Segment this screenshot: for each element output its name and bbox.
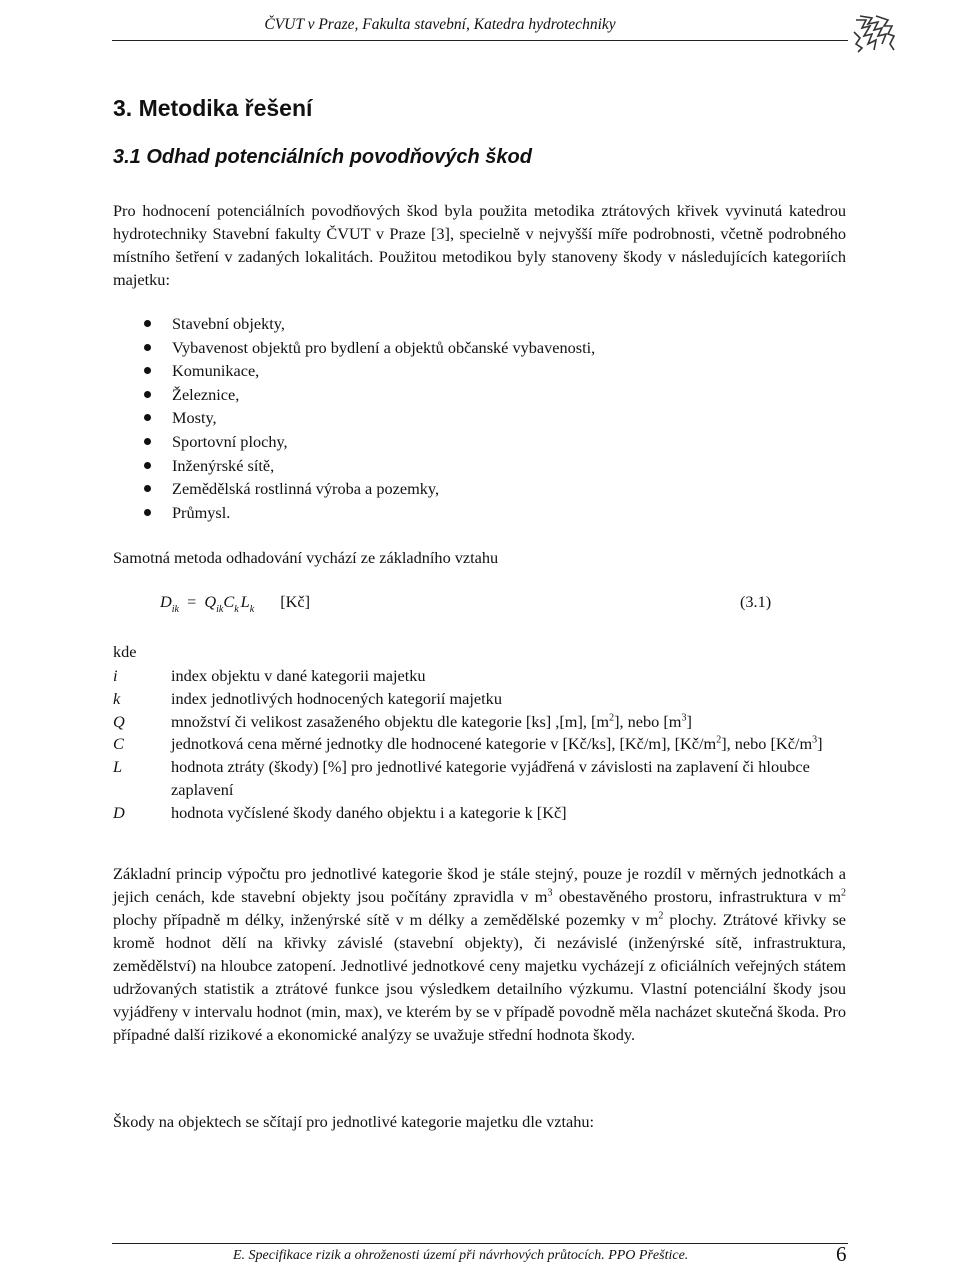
list-item: Průmysl. (144, 501, 595, 525)
list-item: Stavební objekty, (144, 312, 595, 336)
bullet-icon (144, 485, 151, 492)
principle-paragraph: Základní princip výpočtu pro jednotlivé kategorie škod je stále stejný, pouze je rozdíl v měrných jednotkách a jejich cenách, kde stavební objekty jsou počítány zpravidla v $m^3$ obestavěného prostoru, infrastruktura v $m^2$ plochy případně m délky, inženýrské sítě v m délky a zemědělské pozemky v $m^2$ plochy. Ztrátové křivky se kromě hodnot dělí na křivky závislé (stavební objekty), či nezávislé (inženýrské sítě, infrastruktura, zemědělství) na hloubce zatopení. Jednotlivé jednotkové ceny majetku vycházejí z oficiálních veřejných státem udržovaných statistik a ztrátové funkce jsou výsledkem detailního výzkumu. Vlastní potenciální škody jsou vyjádřeny v intervalu hodnot (min, max), ve kterém by se v případě povodně měla nacházet skutečná škoda. Pro případné další rizikové a ekonomické analýzy se uvažuje střední hodnota škody. (113, 864, 847, 1044)
bullet-icon (144, 391, 151, 398)
definition-row: i index objektu v dané kategorii majetku (113, 666, 426, 685)
bullet-icon (144, 462, 151, 469)
bullet-icon (144, 438, 151, 445)
running-footer: E. Specifikace rizik a ohroženosti území při návrhových průtocích. PPO Přeštice. (233, 1248, 689, 1263)
bullet-icon (144, 509, 151, 516)
formula: $D_{ik} = Q_{ik}C_k$ $L_k$ [Kč] (160, 592, 311, 615)
definition-row: C jednotková cena měrné jednotky dle hodnocené kategorie v [Kč/ks], [Kč/m], $[Kč/m^2]$, nebo $[Kč/m^3]$ (113, 734, 823, 754)
definition-row: k index jednotlivých hodnocených kategorií majetku (113, 688, 502, 708)
university-logo (852, 14, 896, 54)
category-list (144, 312, 595, 524)
list-item: Komunikace, (144, 359, 595, 383)
list-item: Sportovní plochy, (144, 430, 595, 454)
where-label: kde (113, 642, 137, 661)
intro-paragraph: Pro hodnocení potenciálních povodňových škod byla použita metodika ztrátových křivek vyvinutá katedrou hydrotechniky Stavební fakulty ČVUT v Praze [3], specielně v nejvyšší míře podrobnosti, včetně podrobného místního šetření v zadaných lokalitách. Použitou metodikou byly stanoveny škody v následujících kategoriích majetku: (113, 201, 846, 289)
formula-intro: Samotná metoda odhadování vychází ze základního vztahu (113, 548, 499, 567)
bullet-icon (144, 320, 151, 327)
definition-row: L hodnota ztráty (škody) [%] pro jednotlivé kategorie vyjádřená v závislosti na zaplavení či hloubce zaplavení (113, 757, 810, 799)
definition-list (113, 665, 853, 825)
page-number: 6 (836, 1242, 847, 1266)
bullet-icon (144, 344, 151, 351)
formula-number: (3.1) (740, 592, 772, 611)
bullet-icon (144, 367, 151, 374)
header-rule (112, 40, 848, 41)
list-item: Zemědělská rostlinná výroba a pozemky, (144, 477, 595, 501)
list-item: Železnice, (144, 383, 595, 407)
list-item: Mosty, (144, 406, 595, 430)
footer-rule (112, 1243, 848, 1244)
definition-row: Q množství či velikost zasaženého objektu dle kategorie [ks] ,[m], $[m^2]$, nebo $[m^3]$ (113, 711, 692, 731)
list-item: Vybavenost objektů pro bydlení a objektů občanské vybavenosti, (144, 336, 595, 360)
running-header: ČVUT v Praze, Fakulta stavební, Katedra hydrotechniky (264, 16, 616, 33)
definition-row: D hodnota vyčíslené škody daného objektu i a kategorie k [Kč] (113, 802, 567, 822)
section-heading: 3. Metodika řešení (113, 95, 313, 121)
list-item: Inženýrské sítě, (144, 454, 595, 478)
bullet-icon (144, 414, 151, 421)
subsection-heading: 3.1 Odhad potenciálních povodňových škod (113, 146, 532, 168)
summation-paragraph: Škody na objektech se sčítají pro jednotlivé kategorie majetku dle vztahu: (113, 1112, 595, 1131)
